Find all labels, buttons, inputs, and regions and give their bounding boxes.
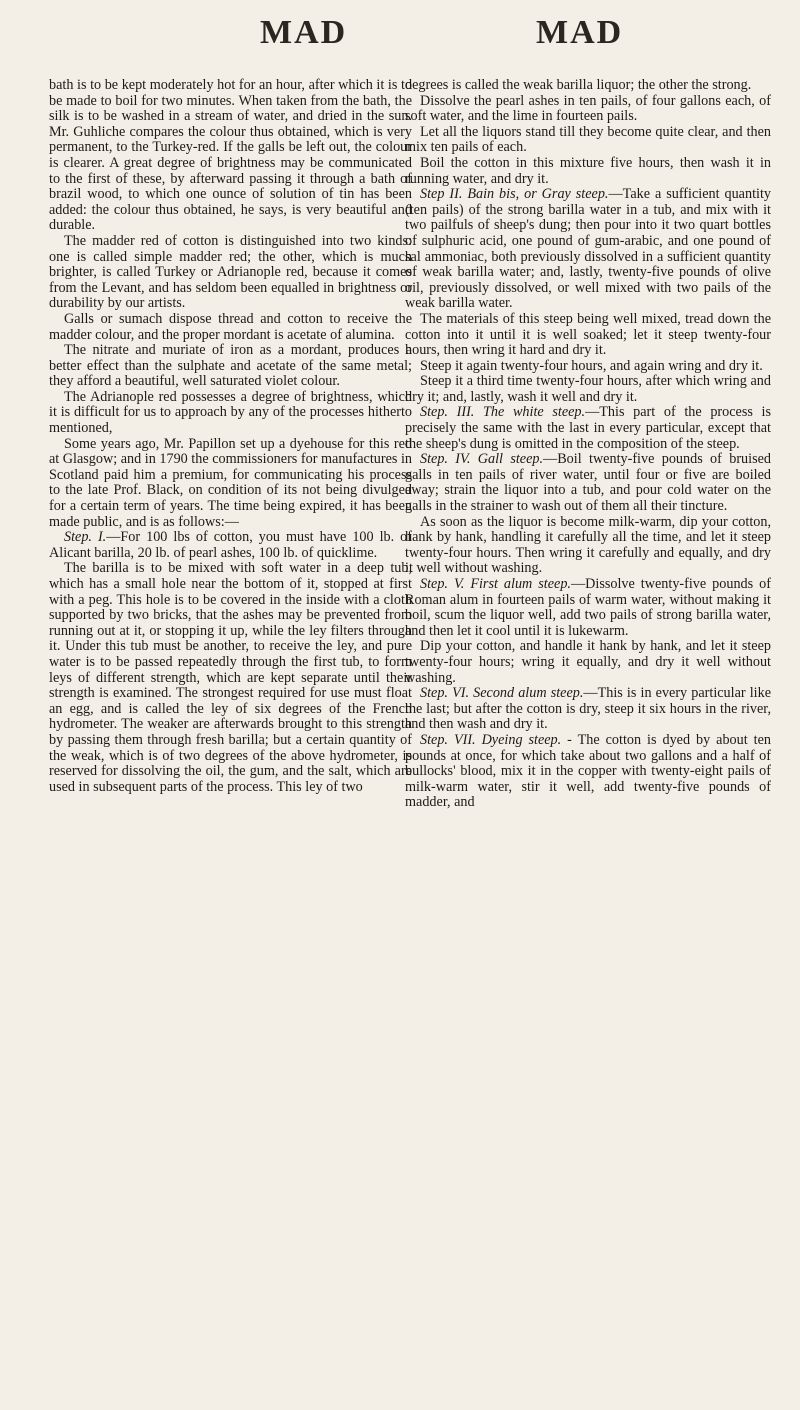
paragraph	[49, 312, 412, 343]
paragraph-text: —Boil twenty-five pounds of bruised galls in ten pails of river water, until four or five are boiled away; strain the liquor into a tub, and pour cold water on the galls in the strainer to wash out of them all their tincture.	[405, 451, 771, 515]
step-label: Step. VI. Second alum steep.	[420, 685, 584, 702]
paragraph-text: —Dissolve twenty-five pounds of Roman alum in fourteen pails of warm water, without making it boil, scum the liquor well, add two pails of strong barilla water, and then let it cool until it is lukewarm.	[405, 576, 771, 639]
paragraph-text: The nitrate and muriate of iron as a mordant, produces a better effect than the sulphate and acetate of the same metal; they afford a beautiful, well saturated violet colour.	[49, 342, 412, 390]
paragraph	[405, 187, 771, 312]
paragraph	[49, 343, 412, 390]
paragraph-text: Boil the cotton in this mixture five hours, then wash it in running water, and dry it.	[405, 154, 771, 187]
paragraph	[405, 78, 771, 94]
paragraph-text: Steep it a third time twenty-four hours, after which wring and dry it; and, lastly, wash it well and dry it.	[405, 373, 771, 405]
paragraph-text: - The cotton is dyed by about ten pounds at once, for which take about two gallons and a half of bullocks' blood, mix it in the copper with twenty-eight pails of milk-warm water, stir it well, add twenty-five pounds of madder, and	[405, 731, 771, 811]
paragraph-text: —This part of the process is precisely the same with the last in every particular, except that the sheep's dung is omitted in the composition of the steep.	[405, 404, 771, 452]
paragraph	[49, 78, 412, 234]
paragraph	[405, 577, 771, 639]
paragraph-text: Steep it again twenty-four hours, and again wring and dry it.	[420, 357, 763, 374]
paragraph	[405, 312, 771, 359]
paragraph-text: —For 100 lbs of cotton, you must have 100 lb. of Alicant barilla, 20 lb. of pearl ashes, 100 lb. of quicklime.	[49, 529, 412, 561]
paragraph	[405, 359, 771, 375]
paragraph-text: The madder red of cotton is distinguished into two kinds: one is called simple madder red; the other, which is much brighter, is called Turkey or Adrianople red, because it comes from the Levant, and has seldom been equalled in brightness or durability by our artists.	[49, 232, 412, 312]
running-header	[0, 14, 800, 74]
paragraph-text: The barilla is to be mixed with soft water in a deep tub, which has a small hole near the bottom of it, stopped at first with a peg. This hole is to be covered in the inside with a cloth supported by two bricks, that the ashes may be prevented from running out at it, or stopping it up, while the ley filters through it. Under this tub must be another, to receive the ley, and pure water is to be passed repeatedly through the first tub, to form leys of different strength, which are kept separate until their strength is examined. The strongest required for use must float an egg, and is called the ley of six degrees of the French hydrometer. The weaker are afterwards brought to this strength by passing them through fresh barilla; but a certain quantity of the weak, which is of two degrees of the above hydrometer, is reserved for dissolving the oil, the gum, and the salt, which are used in subsequent parts of the process. This ley of two	[49, 560, 412, 795]
step-label: Step. VII. Dyeing steep.	[420, 731, 562, 748]
step-label: Step. V. First alum steep.	[420, 576, 571, 592]
paragraph	[405, 515, 771, 577]
header-title-left: MAD	[260, 14, 348, 51]
paragraph-text: The Adrianople red possesses a degree of brightness, which it is difficult for us to approach by any of the processes hitherto mentioned,	[49, 388, 412, 437]
paragraph	[405, 156, 771, 187]
paragraph-text: Let all the liquors stand till they become quite clear, and then mix ten pails of each.	[405, 123, 771, 156]
step-label: Step. III. The white steep.	[420, 404, 586, 421]
paragraph	[49, 561, 412, 795]
paragraph-text: degrees is called the weak barilla liquor; the other the strong.	[405, 77, 752, 93]
paragraph-text: The materials of this steep being well mixed, tread down the cotton into it until it is well soaked; let it steep twenty-four hours, then wring it hard and dry it.	[405, 310, 771, 359]
paragraph-text: Dissolve the pearl ashes in ten pails, of four gallons each, of soft water, and the lime in fourteen pails.	[405, 92, 771, 125]
paragraph	[405, 686, 771, 733]
step-label: Step. IV. Gall steep.	[420, 451, 544, 468]
paragraph	[405, 94, 771, 125]
step-label: Step. I.	[64, 529, 107, 546]
paragraph	[49, 390, 412, 437]
right-column	[405, 78, 771, 811]
paragraph	[49, 530, 412, 561]
paragraph-text: —Take a sufficient quantity (ten pails) of the strong barilla water in a tub, and mix with it two pailfuls of sheep's dung; then pour into it two quart bottles of sulphuric acid, one pound of gum-arabic, and one pound of sal ammoniac, both previously dissolved in a sufficient quantity of weak barilla water; and, lastly, twenty-five pounds of olive oil, previously dissolved, or well mixed with two pails of the weak barilla water.	[405, 186, 771, 312]
step-label: Step II. Bain bis, or Gray steep.	[420, 186, 609, 203]
paragraph	[49, 234, 412, 312]
paragraph-text: As soon as the liquor is become milk-warm, dip your cotton, hank by hank, handling it carefully all the time, and let it steep twenty-four hours. Then wring it carefully and equally, and dry it well without washing.	[405, 513, 771, 577]
paragraph	[405, 639, 771, 686]
paragraph-text: Dip your cotton, and handle it hank by hank, and let it steep twenty-four hours; wring it equally, and dry it well without washing.	[405, 638, 771, 686]
paragraph	[405, 374, 771, 405]
paragraph-text: Some years ago, Mr. Papillon set up a dyehouse for this red at Glasgow; and in 1790 the commissioners for manufactures in Scotland paid him a premium, for communicating his process to the late Prof. Black, on condition of its not being divulged for a certain term of years. The time being expired, it has been made public, and is as follows:—	[49, 435, 412, 530]
paragraph	[49, 437, 412, 531]
paragraph-text: Galls or sumach dispose thread and cotton to receive the madder colour, and the proper mordant is acetate of alumina.	[49, 310, 412, 343]
paragraph	[405, 733, 771, 811]
left-column	[49, 78, 412, 795]
paragraph	[405, 125, 771, 156]
paragraph	[405, 405, 771, 452]
paragraph-text: —This is in every particular like the last; but after the cotton is dry, steep it six hours in the river, and then wash and dry it.	[405, 685, 772, 733]
header-title-right: MAD	[536, 14, 624, 51]
paragraph	[405, 452, 771, 514]
paragraph-text: bath is to be kept moderately hot for an hour, after which it is to be made to boil for two minutes. When taken from the bath, the silk is to be washed in a stream of water, and dried in the sun. Mr. Guhliche compares the colour thus obtained, which is very permanent, to the Turkey-red. If the galls be left out, the colour is clearer. A great degree of brightness may be communicated to the first of these, by afterward passing it through a bath of brazil wood, to which one ounce of solution of tin has been added: the colour thus obtained, he says, is very beautiful and durable.	[49, 77, 412, 234]
